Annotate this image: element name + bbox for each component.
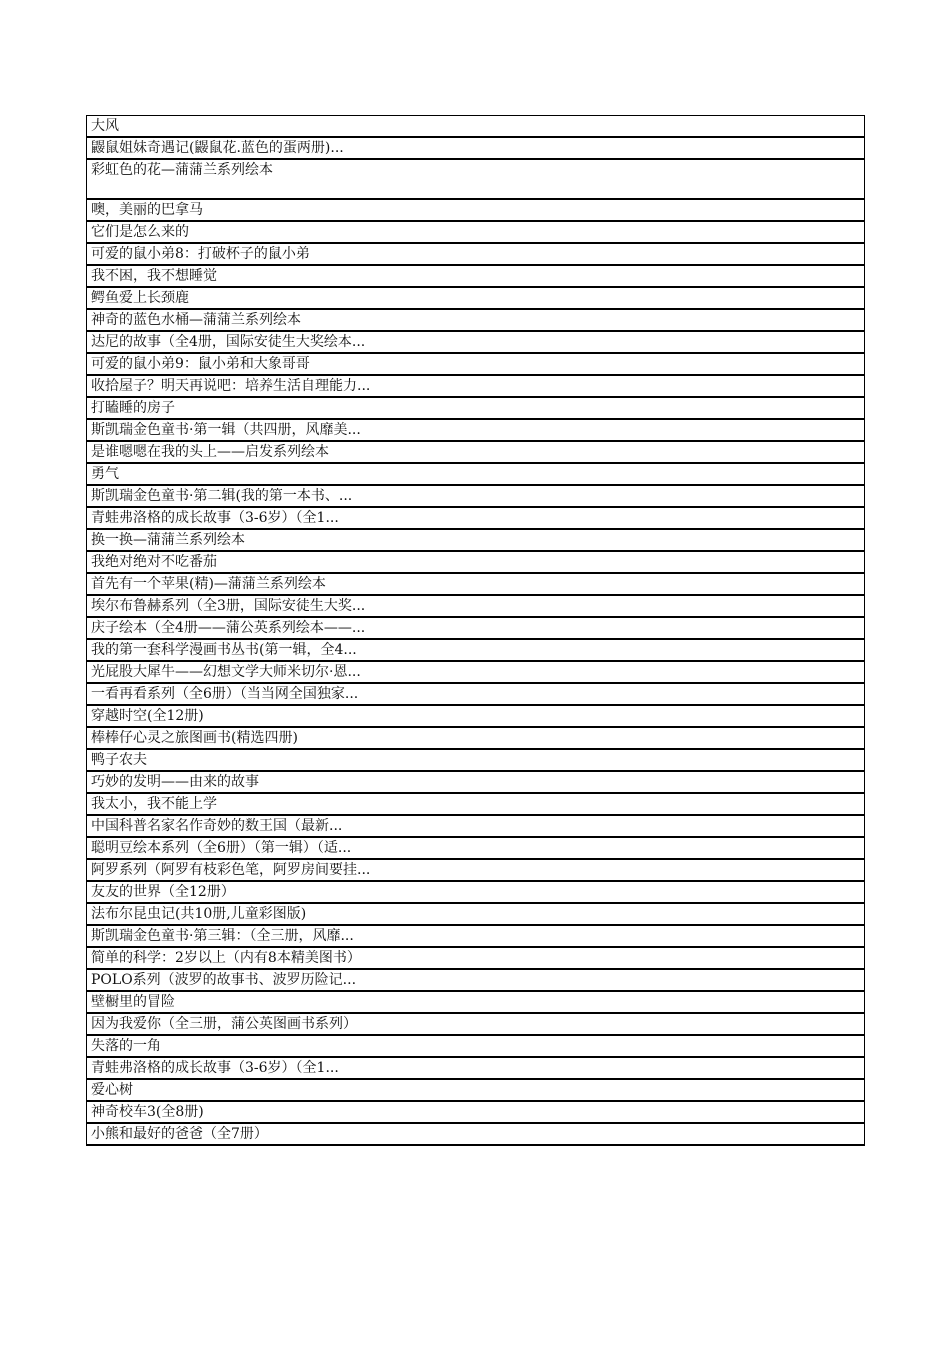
book-title-cell[interactable]: 一看再看系列（全6册）（当当网全国独家... [87,683,865,705]
book-title-cell[interactable]: POLO系列（波罗的故事书、波罗历险记... [87,969,865,991]
table-row [87,969,865,991]
book-title-cell[interactable]: 神奇校车3(全8册) [87,1101,865,1123]
book-title-cell[interactable]: 巧妙的发明——由来的故事 [87,771,865,793]
book-title-cell[interactable]: 噢，美丽的巴拿马 [87,199,865,221]
table-row [87,287,865,309]
table-row [87,639,865,661]
table-row [87,947,865,969]
book-title-cell[interactable]: 它们是怎么来的 [87,221,865,243]
table-row [87,137,865,159]
table-row [87,265,865,287]
book-title-cell[interactable]: 庆子绘本（全4册——蒲公英系列绘本——... [87,617,865,639]
book-title-cell[interactable]: 可爱的鼠小弟9：鼠小弟和大象哥哥 [87,353,865,375]
book-title-cell[interactable]: 鸭子农夫 [87,749,865,771]
table-row [87,529,865,551]
table-row [87,331,865,353]
table-row [87,1035,865,1057]
book-title-cell[interactable]: 彩虹色的花—蒲蒲兰系列绘本 [87,159,865,199]
book-title-cell[interactable]: 青蛙弗洛格的成长故事（3-6岁）（全1... [87,507,865,529]
book-title-cell[interactable]: 青蛙弗洛格的成长故事（3-6岁）（全1... [87,1057,865,1079]
book-title-cell[interactable]: 我绝对绝对不吃番茄 [87,551,865,573]
book-title-cell[interactable]: 聪明豆绘本系列（全6册）（第一辑）（适... [87,837,865,859]
book-title-cell[interactable]: 中国科普名家名作奇妙的数王国（最新... [87,815,865,837]
book-title-cell[interactable]: 我太小，我不能上学 [87,793,865,815]
table-row [87,991,865,1013]
book-title-cell[interactable]: 是谁嗯嗯在我的头上——启发系列绘本 [87,441,865,463]
table-row [87,661,865,683]
table-row [87,485,865,507]
table-row [87,159,865,199]
book-title-cell[interactable]: 大风 [87,116,865,138]
book-title-cell[interactable]: 失落的一角 [87,1035,865,1057]
table-row [87,617,865,639]
book-title-cell[interactable]: 埃尔布鲁赫系列（全3册，国际安徒生大奖... [87,595,865,617]
table-row [87,441,865,463]
table-row [87,815,865,837]
table-row [87,1079,865,1101]
table-row [87,199,865,221]
table-row [87,353,865,375]
book-title-cell[interactable]: 我不困，我不想睡觉 [87,265,865,287]
book-title-cell[interactable]: 勇气 [87,463,865,485]
table-row [87,793,865,815]
table-row [87,243,865,265]
book-title-cell[interactable]: 打瞌睡的房子 [87,397,865,419]
table-row [87,1057,865,1079]
table-row [87,771,865,793]
book-title-cell[interactable]: 换一换—蒲蒲兰系列绘本 [87,529,865,551]
table-row [87,116,865,138]
book-title-cell[interactable]: 法布尔昆虫记(共10册,儿童彩图版) [87,903,865,925]
book-title-cell[interactable]: 壁橱里的冒险 [87,991,865,1013]
table-row [87,221,865,243]
book-title-cell[interactable]: 小熊和最好的爸爸（全7册） [87,1123,865,1145]
table-row [87,859,865,881]
table-row [87,375,865,397]
book-title-cell[interactable]: 可爱的鼠小弟8：打破杯子的鼠小弟 [87,243,865,265]
book-title-cell[interactable]: 达尼的故事（全4册，国际安徒生大奖绘本... [87,331,865,353]
table-row [87,837,865,859]
book-title-cell[interactable]: 鳄鱼爱上长颈鹿 [87,287,865,309]
book-title-cell[interactable]: 斯凯瑞金色童书·第三辑：（全三册，风靡... [87,925,865,947]
book-title-cell[interactable]: 因为我爱你（全三册，蒲公英图画书系列） [87,1013,865,1035]
table-row [87,573,865,595]
table-row [87,683,865,705]
book-title-cell[interactable]: 鼹鼠姐妹奇遇记(鼹鼠花.蓝色的蛋两册)... [87,137,865,159]
table-row [87,1013,865,1035]
table-row [87,705,865,727]
table-row [87,903,865,925]
book-title-cell[interactable]: 简单的科学：2岁以上（内有8本精美图书） [87,947,865,969]
book-title-cell[interactable]: 神奇的蓝色水桶—蒲蒲兰系列绘本 [87,309,865,331]
book-title-cell[interactable]: 阿罗系列（阿罗有枝彩色笔，阿罗房间要挂... [87,859,865,881]
table-row [87,1101,865,1123]
table-row [87,551,865,573]
table-row [87,397,865,419]
book-title-cell[interactable]: 棒棒仔心灵之旅图画书(精选四册) [87,727,865,749]
book-title-cell[interactable]: 我的第一套科学漫画书丛书(第一辑，全4... [87,639,865,661]
book-title-cell[interactable]: 斯凯瑞金色童书·第二辑(我的第一本书、... [87,485,865,507]
book-title-cell[interactable]: 首先有一个苹果(精)—蒲蒲兰系列绘本 [87,573,865,595]
book-title-cell[interactable]: 爱心树 [87,1079,865,1101]
book-title-cell[interactable]: 光屁股大犀牛——幻想文学大师米切尔·恩... [87,661,865,683]
table-row [87,881,865,903]
table-row [87,749,865,771]
table-row [87,727,865,749]
table-row [87,1123,865,1145]
book-title-cell[interactable]: 友友的世界（全12册） [87,881,865,903]
table-row [87,419,865,441]
book-title-cell[interactable]: 收拾屋子？明天再说吧：培养生活自理能力... [87,375,865,397]
book-title-cell[interactable]: 穿越时空(全12册) [87,705,865,727]
book-title-cell[interactable]: 斯凯瑞金色童书·第一辑（共四册，风靡美... [87,419,865,441]
book-list-body [87,116,865,1146]
table-row [87,925,865,947]
book-list-table [86,115,865,1146]
table-row [87,507,865,529]
table-row [87,595,865,617]
table-row [87,463,865,485]
table-row [87,309,865,331]
